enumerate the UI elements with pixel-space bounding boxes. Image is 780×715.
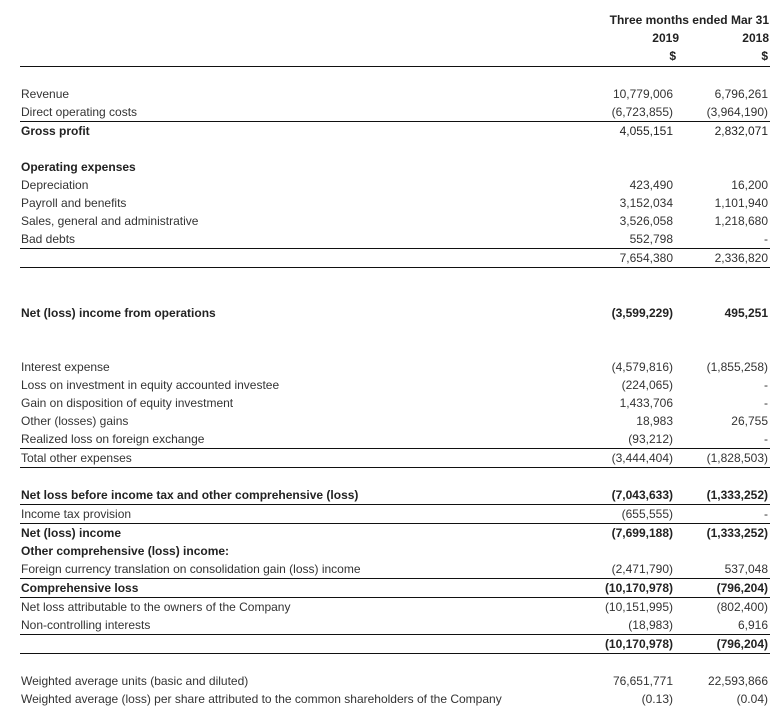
value-2018: 2,336,820 xyxy=(714,251,768,265)
row-label: Gross profit xyxy=(21,124,90,138)
value-2019: (10,170,978) xyxy=(604,581,673,595)
value-2019: 10,779,006 xyxy=(612,87,673,101)
section-heading: Operating expenses xyxy=(21,160,136,174)
value-2018: 495,251 xyxy=(724,306,768,320)
row-label: Non-controlling interests xyxy=(21,618,151,632)
row-label: Bad debts xyxy=(21,232,76,246)
value-2019: (10,170,978) xyxy=(604,637,673,651)
row-label: Realized loss on foreign exchange xyxy=(21,432,205,446)
value-2018: 537,048 xyxy=(724,562,768,576)
value-2018: (796,204) xyxy=(716,581,768,595)
row-income-tax-provision xyxy=(20,505,772,523)
period-title: Three months ended Mar 31 xyxy=(609,13,769,27)
row-label: Gain on disposition of equity investment xyxy=(21,396,234,410)
row-net-loss-before-tax xyxy=(20,486,772,504)
value-2019: (0.13) xyxy=(641,692,673,706)
section-operating-expenses xyxy=(20,158,772,176)
row-label: Revenue xyxy=(21,87,70,101)
value-2019: 7,654,380 xyxy=(619,251,673,265)
value-2018: - xyxy=(764,378,768,392)
row-label: Other (losses) gains xyxy=(21,414,129,428)
value-2019: (7,699,188) xyxy=(611,526,673,540)
row-total-other-expenses xyxy=(20,449,772,467)
value-2019: (3,444,404) xyxy=(611,451,673,465)
value-2019: 3,152,034 xyxy=(619,196,673,210)
row-bad-debts xyxy=(20,230,772,248)
value-2019: 1,433,706 xyxy=(619,396,673,410)
value-2019: 423,490 xyxy=(629,178,673,192)
currency-2019: $ xyxy=(669,49,676,63)
value-2019: (224,065) xyxy=(621,378,673,392)
row-payroll-and-benefits xyxy=(20,194,772,212)
value-2018: (1,855,258) xyxy=(706,360,768,374)
value-2018: 6,796,261 xyxy=(714,87,768,101)
divider xyxy=(20,467,770,468)
value-2019: (4,579,816) xyxy=(611,360,673,374)
value-2018: (1,333,252) xyxy=(706,488,768,502)
row-label: Net loss attributable to the owners of the Company xyxy=(21,600,291,614)
section-heading: Other comprehensive (loss) income: xyxy=(21,544,230,558)
value-2018: (1,828,503) xyxy=(706,451,768,465)
currency-2018: $ xyxy=(761,49,768,63)
row-other-gains xyxy=(20,412,772,430)
value-2018: 16,200 xyxy=(731,178,768,192)
row-label: Total other expenses xyxy=(21,451,132,465)
divider xyxy=(20,653,770,654)
value-2019: (655,555) xyxy=(621,507,673,521)
row-label: Direct operating costs xyxy=(21,105,138,119)
value-2019: (18,983) xyxy=(628,618,673,632)
value-2018: 6,916 xyxy=(737,618,768,632)
value-2018: 1,218,680 xyxy=(714,214,768,228)
row-comprehensive-loss-total xyxy=(20,635,772,653)
row-realized-fx-loss xyxy=(20,430,772,448)
row-loss-on-investment xyxy=(20,376,772,394)
value-2019: 552,798 xyxy=(629,232,673,246)
value-2018: 22,593,866 xyxy=(707,674,768,688)
column-header-2018: 2018 xyxy=(742,31,769,45)
divider xyxy=(20,267,770,268)
row-weighted-average-loss-per-share xyxy=(20,690,772,708)
row-label: Net (loss) income from operations xyxy=(21,306,216,320)
column-header-2019: 2019 xyxy=(652,31,679,45)
value-2018: 26,755 xyxy=(731,414,768,428)
row-sales-general-admin xyxy=(20,212,772,230)
row-label: Loss on investment in equity accounted investee xyxy=(21,378,280,392)
row-gain-on-disposition xyxy=(20,394,772,412)
row-label: Payroll and benefits xyxy=(21,196,127,210)
row-net-loss-income xyxy=(20,524,772,542)
row-label: Net loss before income tax and other comprehensive (loss) xyxy=(21,488,359,502)
row-operating-expenses-total xyxy=(20,249,772,267)
value-2018: (0.04) xyxy=(736,692,768,706)
value-2018: (3,964,190) xyxy=(706,105,768,119)
row-direct-operating-costs xyxy=(20,103,772,121)
value-2019: 18,983 xyxy=(636,414,673,428)
value-2019: (7,043,633) xyxy=(611,488,673,502)
value-2018: 1,101,940 xyxy=(714,196,768,210)
value-2018: - xyxy=(764,507,768,521)
row-label: Foreign currency translation on consolidation gain (loss) income xyxy=(21,562,361,576)
value-2019: (10,151,995) xyxy=(604,600,673,614)
value-2019: 76,651,771 xyxy=(612,674,673,688)
section-other-comprehensive xyxy=(20,542,772,560)
row-label: Weighted average (loss) per share attributed to the common shareholders of the Company xyxy=(21,692,502,706)
row-gross-profit xyxy=(20,122,772,140)
value-2018: (802,400) xyxy=(716,600,768,614)
row-non-controlling-interests xyxy=(20,616,772,634)
row-label: Comprehensive loss xyxy=(21,581,139,595)
value-2019: 4,055,151 xyxy=(619,124,673,138)
row-depreciation xyxy=(20,176,772,194)
value-2019: (3,599,229) xyxy=(611,306,673,320)
value-2018: - xyxy=(764,396,768,410)
value-2019: (2,471,790) xyxy=(611,562,673,576)
header-divider xyxy=(20,66,770,67)
row-weighted-average-units xyxy=(20,672,772,690)
row-net-loss-owners xyxy=(20,598,772,616)
row-label: Sales, general and administrative xyxy=(21,214,199,228)
value-2018: - xyxy=(764,232,768,246)
row-label: Interest expense xyxy=(21,360,110,374)
row-foreign-currency-translation xyxy=(20,560,772,578)
row-label: Net (loss) income xyxy=(21,526,122,540)
row-net-income-from-operations xyxy=(20,304,772,322)
row-revenue xyxy=(20,85,772,103)
value-2018: (1,333,252) xyxy=(706,526,768,540)
row-comprehensive-loss xyxy=(20,579,772,597)
row-label: Income tax provision xyxy=(21,507,132,521)
value-2019: (93,212) xyxy=(628,432,673,446)
value-2018: 2,832,071 xyxy=(714,124,768,138)
row-label: Weighted average units (basic and diluted) xyxy=(21,674,249,688)
value-2019: (6,723,855) xyxy=(611,105,673,119)
row-label: Depreciation xyxy=(21,178,89,192)
value-2018: - xyxy=(764,432,768,446)
row-interest-expense xyxy=(20,358,772,376)
value-2018: (796,204) xyxy=(716,637,768,651)
value-2019: 3,526,058 xyxy=(619,214,673,228)
